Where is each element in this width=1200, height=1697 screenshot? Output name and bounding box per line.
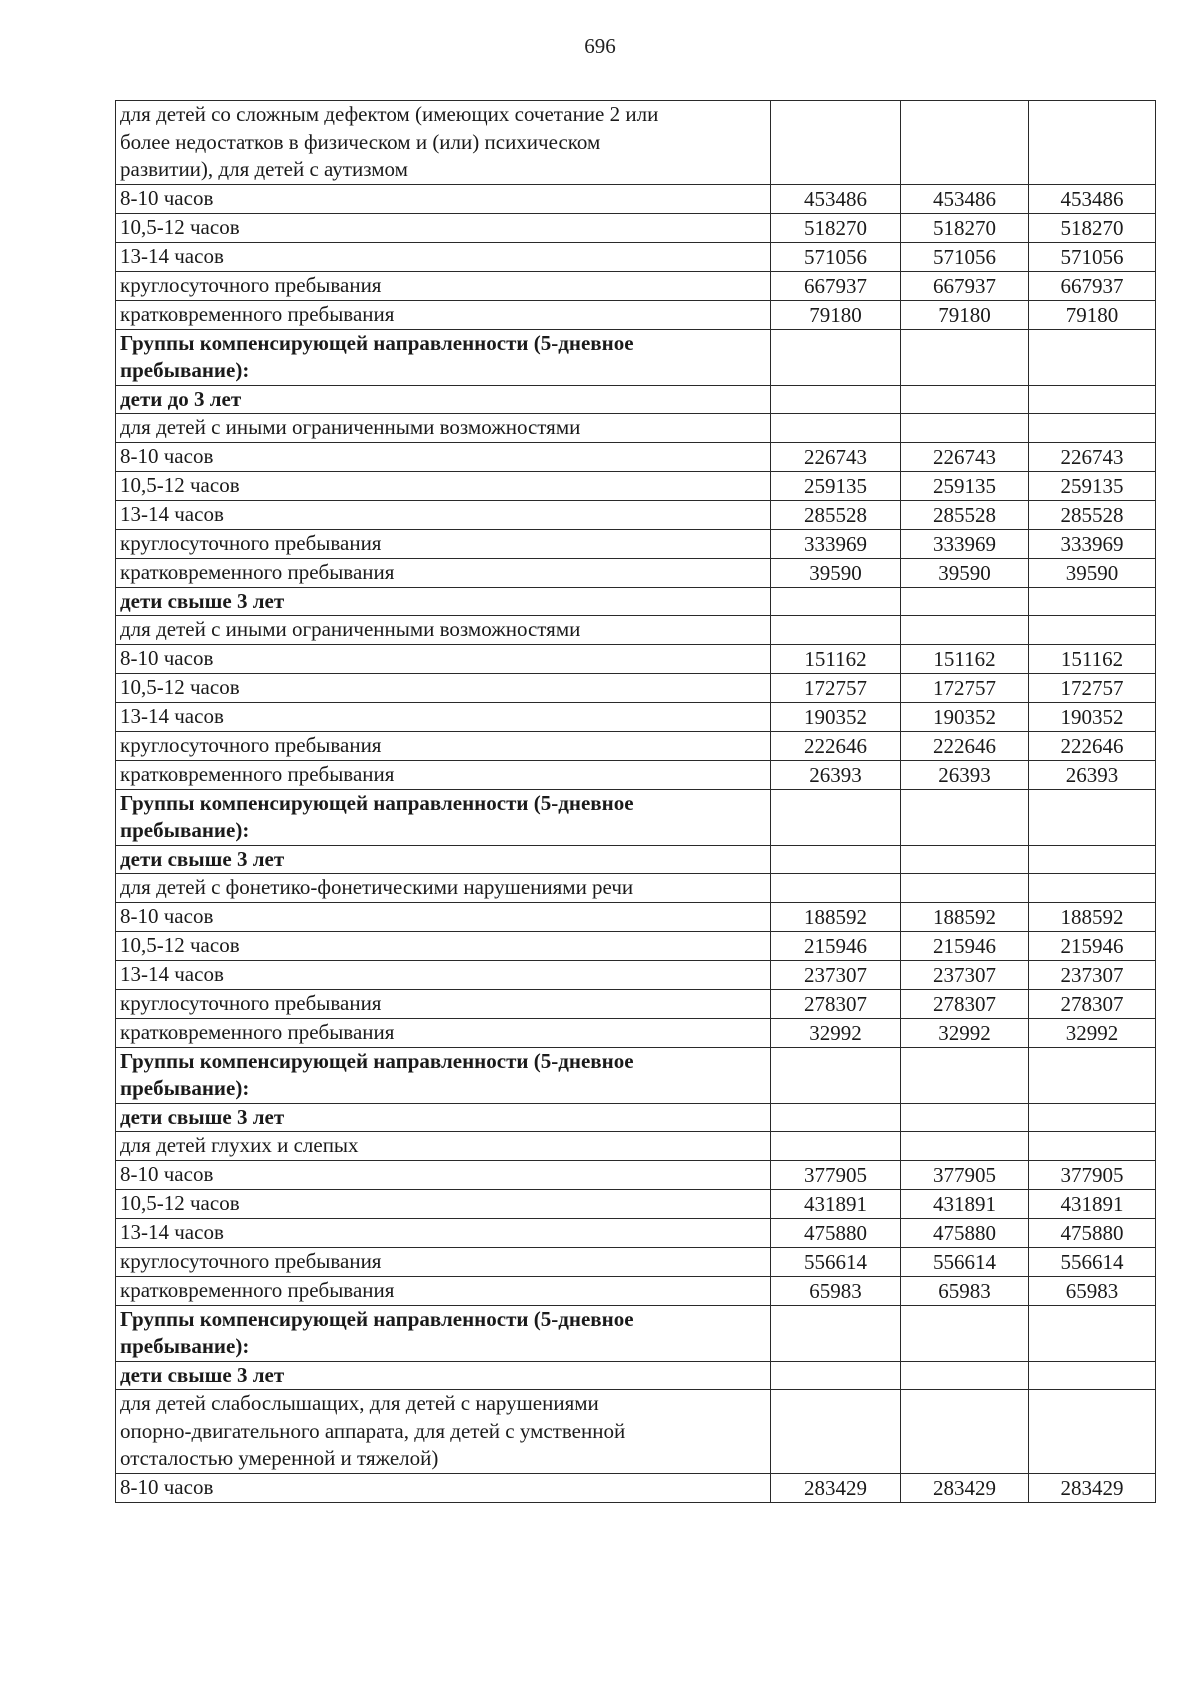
value-cell-col2: 283429 xyxy=(901,1473,1029,1502)
table-row xyxy=(116,587,1156,616)
table-row xyxy=(116,1218,1156,1247)
value-cell-col3: 79180 xyxy=(1029,300,1156,329)
value-cell-col3: 226743 xyxy=(1029,442,1156,471)
value-cell-col2 xyxy=(901,1103,1029,1132)
value-cell-col1 xyxy=(771,329,901,385)
row-label-cell: 8-10 часов xyxy=(116,184,771,213)
row-label-cell: 8-10 часов xyxy=(116,1473,771,1502)
value-cell-col3: 571056 xyxy=(1029,242,1156,271)
row-label-cell: кратковременного пребывания xyxy=(116,558,771,587)
table-row xyxy=(116,1018,1156,1047)
value-cell-col1: 39590 xyxy=(771,558,901,587)
row-label-cell: круглосуточного пребывания xyxy=(116,989,771,1018)
value-cell-col2: 556614 xyxy=(901,1247,1029,1276)
value-cell-col2 xyxy=(901,587,1029,616)
section-heading-cell: Группы компенсирующей направленности (5-дневное пребывание): xyxy=(116,789,771,845)
row-label-cell: круглосуточного пребывания xyxy=(116,529,771,558)
table-row xyxy=(116,644,1156,673)
table-row xyxy=(116,789,1156,845)
value-cell-col3: 431891 xyxy=(1029,1189,1156,1218)
value-cell-col2: 278307 xyxy=(901,989,1029,1018)
value-cell-col2 xyxy=(901,414,1029,443)
row-label-cell: для детей со сложным дефектом (имеющих сочетание 2 или более недостатков в физическом и (или) психическом развитии), для детей с аутизмом xyxy=(116,101,771,185)
table-row xyxy=(116,385,1156,414)
value-cell-col2: 518270 xyxy=(901,213,1029,242)
value-cell-col3: 278307 xyxy=(1029,989,1156,1018)
value-cell-col3 xyxy=(1029,1305,1156,1361)
value-cell-col3 xyxy=(1029,1361,1156,1390)
value-cell-col1: 285528 xyxy=(771,500,901,529)
section-heading-cell: дети до 3 лет xyxy=(116,385,771,414)
table-row xyxy=(116,1390,1156,1474)
value-cell-col1: 475880 xyxy=(771,1218,901,1247)
table-row xyxy=(116,902,1156,931)
table-row xyxy=(116,442,1156,471)
value-cell-col3 xyxy=(1029,329,1156,385)
table-row xyxy=(116,1473,1156,1502)
value-cell-col3: 215946 xyxy=(1029,931,1156,960)
value-cell-col2 xyxy=(901,1132,1029,1161)
table-row xyxy=(116,300,1156,329)
value-cell-col1: 26393 xyxy=(771,760,901,789)
value-cell-col2 xyxy=(901,329,1029,385)
value-cell-col1: 151162 xyxy=(771,644,901,673)
value-cell-col1: 377905 xyxy=(771,1160,901,1189)
row-label-cell: круглосуточного пребывания xyxy=(116,731,771,760)
value-cell-col2 xyxy=(901,1305,1029,1361)
table-row xyxy=(116,1276,1156,1305)
row-label-cell: 10,5-12 часов xyxy=(116,1189,771,1218)
value-cell-col2: 259135 xyxy=(901,471,1029,500)
table-row xyxy=(116,1247,1156,1276)
value-cell-col1 xyxy=(771,1132,901,1161)
value-cell-col3 xyxy=(1029,1103,1156,1132)
value-cell-col1 xyxy=(771,845,901,874)
value-cell-col1 xyxy=(771,385,901,414)
table-row xyxy=(116,242,1156,271)
value-cell-col3 xyxy=(1029,1047,1156,1103)
row-label-cell: кратковременного пребывания xyxy=(116,1276,771,1305)
value-cell-col1 xyxy=(771,1361,901,1390)
section-heading-cell: Группы компенсирующей направленности (5-дневное пребывание): xyxy=(116,1305,771,1361)
value-cell-col2 xyxy=(901,845,1029,874)
value-cell-col2 xyxy=(901,1047,1029,1103)
value-cell-col3 xyxy=(1029,874,1156,903)
section-heading-cell: дети свыше 3 лет xyxy=(116,1103,771,1132)
value-cell-col2: 453486 xyxy=(901,184,1029,213)
row-label-cell: 13-14 часов xyxy=(116,960,771,989)
value-cell-col2: 377905 xyxy=(901,1160,1029,1189)
value-cell-col2: 188592 xyxy=(901,902,1029,931)
value-cell-col1: 188592 xyxy=(771,902,901,931)
value-cell-col1 xyxy=(771,587,901,616)
row-label-cell: 13-14 часов xyxy=(116,500,771,529)
table-row xyxy=(116,1047,1156,1103)
value-cell-col2: 32992 xyxy=(901,1018,1029,1047)
value-cell-col1: 215946 xyxy=(771,931,901,960)
value-cell-col3: 172757 xyxy=(1029,673,1156,702)
value-cell-col3 xyxy=(1029,1132,1156,1161)
value-cell-col2: 667937 xyxy=(901,271,1029,300)
table-row xyxy=(116,471,1156,500)
value-cell-col1 xyxy=(771,1103,901,1132)
value-cell-col1: 667937 xyxy=(771,271,901,300)
section-heading-cell: Группы компенсирующей направленности (5-дневное пребывание): xyxy=(116,1047,771,1103)
value-cell-col3: 32992 xyxy=(1029,1018,1156,1047)
row-label-cell: 8-10 часов xyxy=(116,902,771,931)
value-cell-col1: 556614 xyxy=(771,1247,901,1276)
row-label-cell: кратковременного пребывания xyxy=(116,300,771,329)
table-row xyxy=(116,731,1156,760)
value-cell-col1: 431891 xyxy=(771,1189,901,1218)
value-cell-col2: 475880 xyxy=(901,1218,1029,1247)
value-cell-col2: 226743 xyxy=(901,442,1029,471)
table-row xyxy=(116,1189,1156,1218)
value-cell-col3: 285528 xyxy=(1029,500,1156,529)
value-cell-col1 xyxy=(771,1390,901,1474)
table-row xyxy=(116,1361,1156,1390)
row-label-cell: 8-10 часов xyxy=(116,1160,771,1189)
table-body xyxy=(116,101,1156,1503)
value-cell-col3: 259135 xyxy=(1029,471,1156,500)
value-cell-col2 xyxy=(901,101,1029,185)
value-cell-col3: 26393 xyxy=(1029,760,1156,789)
value-cell-col2 xyxy=(901,1390,1029,1474)
table-row xyxy=(116,989,1156,1018)
row-label-cell: для детей с иными ограниченными возможностями xyxy=(116,616,771,645)
value-cell-col1: 571056 xyxy=(771,242,901,271)
table-row xyxy=(116,702,1156,731)
value-cell-col1 xyxy=(771,789,901,845)
row-label-cell: круглосуточного пребывания xyxy=(116,271,771,300)
value-cell-col3: 222646 xyxy=(1029,731,1156,760)
value-cell-col3: 283429 xyxy=(1029,1473,1156,1502)
value-cell-col2: 431891 xyxy=(901,1189,1029,1218)
table-row xyxy=(116,673,1156,702)
value-cell-col2 xyxy=(901,1361,1029,1390)
value-cell-col2: 39590 xyxy=(901,558,1029,587)
value-cell-col3 xyxy=(1029,587,1156,616)
value-cell-col1: 65983 xyxy=(771,1276,901,1305)
value-cell-col1: 259135 xyxy=(771,471,901,500)
value-cell-col2: 172757 xyxy=(901,673,1029,702)
value-cell-col3 xyxy=(1029,789,1156,845)
row-label-cell: 13-14 часов xyxy=(116,702,771,731)
row-label-cell: круглосуточного пребывания xyxy=(116,1247,771,1276)
value-cell-col1: 237307 xyxy=(771,960,901,989)
table-row xyxy=(116,329,1156,385)
row-label-cell: 13-14 часов xyxy=(116,242,771,271)
value-cell-col2: 190352 xyxy=(901,702,1029,731)
table-row xyxy=(116,960,1156,989)
value-cell-col2: 151162 xyxy=(901,644,1029,673)
row-label-cell: кратковременного пребывания xyxy=(116,1018,771,1047)
value-cell-col3 xyxy=(1029,385,1156,414)
section-heading-cell: дети свыше 3 лет xyxy=(116,587,771,616)
table-row xyxy=(116,1305,1156,1361)
section-heading-cell: Группы компенсирующей направленности (5-дневное пребывание): xyxy=(116,329,771,385)
value-cell-col2: 26393 xyxy=(901,760,1029,789)
value-cell-col2 xyxy=(901,789,1029,845)
row-label-cell: для детей с фонетико-фонетическими нарушениями речи xyxy=(116,874,771,903)
row-label-cell: 8-10 часов xyxy=(116,644,771,673)
row-label-cell: 10,5-12 часов xyxy=(116,471,771,500)
value-cell-col3 xyxy=(1029,1390,1156,1474)
value-cell-col3 xyxy=(1029,616,1156,645)
value-cell-col2: 222646 xyxy=(901,731,1029,760)
value-cell-col1: 172757 xyxy=(771,673,901,702)
row-label-cell: для детей с иными ограниченными возможностями xyxy=(116,414,771,443)
row-label-cell: для детей слабослышащих, для детей с нарушениями опорно-двигательного аппарата, для детей с умственной отсталостью умеренной и тяжелой) xyxy=(116,1390,771,1474)
table-row xyxy=(116,931,1156,960)
table-row xyxy=(116,1132,1156,1161)
value-cell-col2: 237307 xyxy=(901,960,1029,989)
table-row xyxy=(116,616,1156,645)
value-cell-col1: 518270 xyxy=(771,213,901,242)
table-row xyxy=(116,1103,1156,1132)
value-cell-col3 xyxy=(1029,845,1156,874)
value-cell-col3 xyxy=(1029,101,1156,185)
value-cell-col1: 278307 xyxy=(771,989,901,1018)
table-row xyxy=(116,500,1156,529)
value-cell-col1 xyxy=(771,1305,901,1361)
row-label-cell: 8-10 часов xyxy=(116,442,771,471)
value-cell-col2 xyxy=(901,874,1029,903)
value-cell-col2: 79180 xyxy=(901,300,1029,329)
table-row xyxy=(116,558,1156,587)
table-row xyxy=(116,529,1156,558)
table-row xyxy=(116,213,1156,242)
value-cell-col1: 226743 xyxy=(771,442,901,471)
value-cell-col1: 453486 xyxy=(771,184,901,213)
value-cell-col1: 79180 xyxy=(771,300,901,329)
table-row xyxy=(116,414,1156,443)
value-cell-col3: 188592 xyxy=(1029,902,1156,931)
value-cell-col3: 237307 xyxy=(1029,960,1156,989)
value-cell-col3 xyxy=(1029,414,1156,443)
value-cell-col2 xyxy=(901,385,1029,414)
value-cell-col3: 556614 xyxy=(1029,1247,1156,1276)
row-label-cell: 10,5-12 часов xyxy=(116,213,771,242)
table-row xyxy=(116,1160,1156,1189)
page-number: 696 xyxy=(584,34,616,58)
value-cell-col3: 475880 xyxy=(1029,1218,1156,1247)
row-label-cell: кратковременного пребывания xyxy=(116,760,771,789)
value-cell-col1 xyxy=(771,414,901,443)
value-cell-col1: 32992 xyxy=(771,1018,901,1047)
table-row xyxy=(116,271,1156,300)
table-row xyxy=(116,101,1156,185)
table-row xyxy=(116,184,1156,213)
value-cell-col1: 333969 xyxy=(771,529,901,558)
value-cell-col1: 283429 xyxy=(771,1473,901,1502)
row-label-cell: для детей глухих и слепых xyxy=(116,1132,771,1161)
row-label-cell: 10,5-12 часов xyxy=(116,931,771,960)
value-cell-col2 xyxy=(901,616,1029,645)
row-label-cell: 13-14 часов xyxy=(116,1218,771,1247)
value-cell-col1 xyxy=(771,616,901,645)
value-cell-col2: 65983 xyxy=(901,1276,1029,1305)
section-heading-cell: дети свыше 3 лет xyxy=(116,1361,771,1390)
value-cell-col1 xyxy=(771,874,901,903)
table-row xyxy=(116,845,1156,874)
value-cell-col3: 667937 xyxy=(1029,271,1156,300)
value-cell-col2: 571056 xyxy=(901,242,1029,271)
value-cell-col1 xyxy=(771,1047,901,1103)
row-label-cell: 10,5-12 часов xyxy=(116,673,771,702)
value-cell-col3: 190352 xyxy=(1029,702,1156,731)
value-cell-col1 xyxy=(771,101,901,185)
value-cell-col3: 151162 xyxy=(1029,644,1156,673)
value-cell-col2: 333969 xyxy=(901,529,1029,558)
tariff-table xyxy=(115,100,1156,1503)
section-heading-cell: дети свыше 3 лет xyxy=(116,845,771,874)
value-cell-col3: 377905 xyxy=(1029,1160,1156,1189)
table-row xyxy=(116,874,1156,903)
value-cell-col3: 518270 xyxy=(1029,213,1156,242)
value-cell-col2: 215946 xyxy=(901,931,1029,960)
value-cell-col1: 190352 xyxy=(771,702,901,731)
value-cell-col3: 333969 xyxy=(1029,529,1156,558)
value-cell-col2: 285528 xyxy=(901,500,1029,529)
value-cell-col1: 222646 xyxy=(771,731,901,760)
value-cell-col3: 453486 xyxy=(1029,184,1156,213)
value-cell-col3: 65983 xyxy=(1029,1276,1156,1305)
table-row xyxy=(116,760,1156,789)
value-cell-col3: 39590 xyxy=(1029,558,1156,587)
